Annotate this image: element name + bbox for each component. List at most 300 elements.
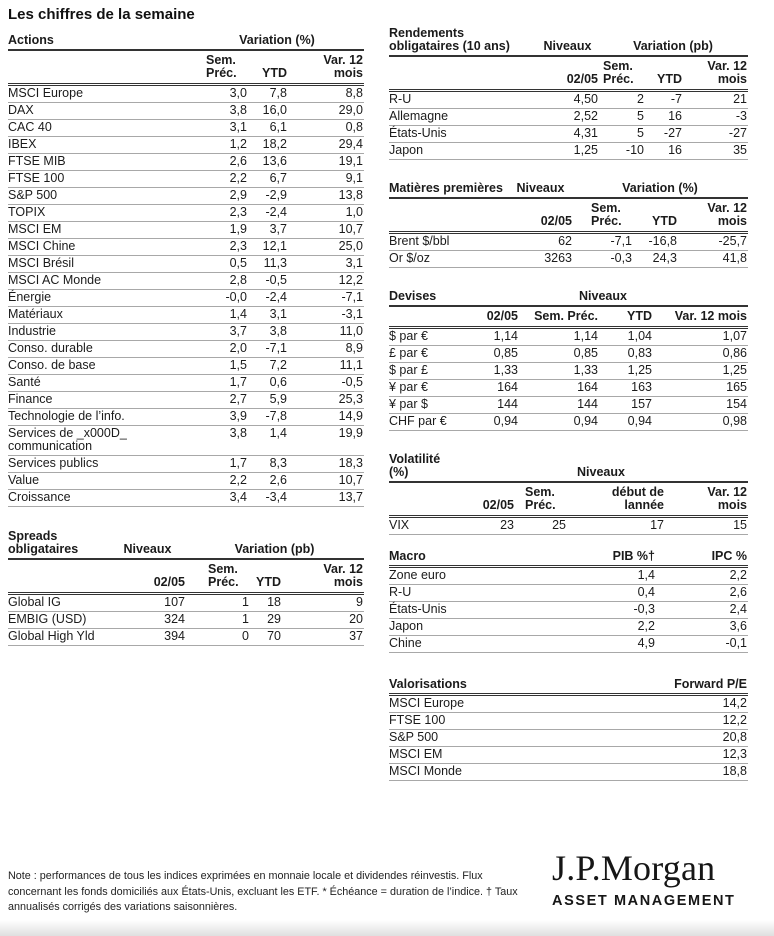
cell-value: 1,2 xyxy=(229,137,247,151)
table-row xyxy=(8,86,364,103)
devises-table xyxy=(389,289,748,431)
table-row xyxy=(8,239,364,256)
cell-value: -10 xyxy=(625,143,644,157)
cell-value: -27 xyxy=(728,126,747,140)
matieres-table xyxy=(389,181,748,268)
row-label: Allemagne xyxy=(389,109,449,123)
row-label: Brent $/bbl xyxy=(389,234,450,248)
cell-value: 1,25 xyxy=(573,143,598,157)
row-label: IBEX xyxy=(8,137,37,151)
group-header-variation: Variation (pb) xyxy=(234,542,315,556)
spacer xyxy=(389,511,455,513)
cell-value: 3,0 xyxy=(229,86,247,100)
table-row xyxy=(8,120,364,137)
cell-value: 29,4 xyxy=(338,137,363,151)
cell-value: 2,6 xyxy=(729,585,747,599)
cell-value: -2,4 xyxy=(265,205,287,219)
cell-value: 19,1 xyxy=(338,154,363,168)
row-label: Matériaux xyxy=(8,307,63,321)
cell-value: 15 xyxy=(733,518,747,532)
cell-value: 1,4 xyxy=(229,307,247,321)
row-label: Zone euro xyxy=(389,568,446,582)
cell-value: 3,9 xyxy=(229,409,247,423)
table-row xyxy=(389,346,748,363)
footer-note: Note : performances de tous les indices exprimées en monnaie locale et dividendes réinvestis. Flux concernant les fonds domiciliés aux États-Unis, excluant les ETF. * Échéance = duration de l’indice. † Taux annualisés corrigés des variations saisonnières. xyxy=(8,870,518,913)
cell-value: 19,9 xyxy=(338,426,363,440)
cell-value: 2,0 xyxy=(229,341,247,355)
row-label: S&P 500 xyxy=(8,188,58,202)
row-label: Services de _x000D_ communication xyxy=(8,426,127,453)
row-label: Global High Yld xyxy=(8,629,95,643)
spacer xyxy=(8,79,191,81)
row-label: FTSE 100 xyxy=(389,713,446,727)
table-row xyxy=(389,234,748,251)
cell-value: 0,5 xyxy=(229,256,247,270)
column-header: Sem. Préc. xyxy=(525,485,556,512)
table-row xyxy=(8,490,364,507)
column-header: début de lannée xyxy=(611,485,664,512)
cell-value: 62 xyxy=(558,234,572,248)
row-label: Conso. durable xyxy=(8,341,93,355)
logo-subtitle: ASSET MANAGEMENT xyxy=(552,893,736,909)
cell-value: 16 xyxy=(668,109,682,123)
cell-value: -0,3 xyxy=(610,251,632,265)
row-label: Or $/oz xyxy=(389,251,430,265)
column-header: YTD xyxy=(627,309,652,323)
group-header-variation: Variation (%) xyxy=(239,33,315,47)
cell-value: 0,85 xyxy=(573,346,598,360)
table-row xyxy=(8,595,364,612)
column-header: 02/05 xyxy=(540,214,572,228)
row-label: Services publics xyxy=(8,456,99,470)
cell-value: 1,7 xyxy=(229,375,247,389)
cell-value: 41,8 xyxy=(722,251,747,265)
row-label: MSCI Europe xyxy=(389,696,465,710)
spacer xyxy=(389,227,509,229)
table-row xyxy=(389,619,748,636)
row-label: MSCI AC Monde xyxy=(8,273,102,287)
cell-value: 12,1 xyxy=(262,239,287,253)
row-label: TOPIX xyxy=(8,205,46,219)
cell-value: 2,3 xyxy=(229,239,247,253)
cell-value: 25,3 xyxy=(338,392,363,406)
table-row xyxy=(8,341,364,358)
table-title: Matières premières xyxy=(389,181,503,195)
spacer xyxy=(389,85,537,87)
cell-value: 3,6 xyxy=(729,619,747,633)
cell-value: 165 xyxy=(726,380,747,394)
cell-value: 2,7 xyxy=(229,392,247,406)
cell-value: 1,5 xyxy=(229,358,247,372)
cell-value: 37 xyxy=(349,629,363,643)
cell-value: 163 xyxy=(631,380,652,394)
group-header-variation: Variation (%) xyxy=(622,181,698,195)
table-row xyxy=(8,307,364,324)
table-row xyxy=(8,205,364,222)
spreads-table xyxy=(8,529,364,646)
column-header: Var. 12 mois xyxy=(674,309,747,323)
cell-value: 3,8 xyxy=(269,324,287,338)
cell-value: 23 xyxy=(500,518,514,532)
cell-value: 2,2 xyxy=(229,171,247,185)
row-label: EMBIG (USD) xyxy=(8,612,87,626)
cell-value: 11,0 xyxy=(339,324,363,338)
table-row xyxy=(8,409,364,426)
cell-value: -0,1 xyxy=(725,636,747,650)
cell-value: -2,9 xyxy=(265,188,287,202)
row-label: MSCI EM xyxy=(8,222,62,236)
cell-value: 70 xyxy=(267,629,281,643)
cell-value: 2,4 xyxy=(729,602,747,616)
table-row xyxy=(8,426,364,456)
table-row xyxy=(389,251,748,268)
cell-value: -7 xyxy=(670,92,682,106)
table-row xyxy=(389,380,748,397)
table-row xyxy=(389,730,748,747)
cell-value: 1,04 xyxy=(627,329,652,343)
column-header: Sem. Préc. xyxy=(208,562,239,589)
cell-value: 0,94 xyxy=(493,414,518,428)
row-label: DAX xyxy=(8,103,34,117)
cell-value: -7,1 xyxy=(610,234,632,248)
cell-value: 21 xyxy=(733,92,747,106)
table-row xyxy=(389,397,748,414)
cell-value: 2,9 xyxy=(229,188,247,202)
group-header-niveaux: Niveaux xyxy=(579,289,627,303)
page-title: Les chiffres de la semaine xyxy=(8,6,195,23)
column-header: Var. 12 mois xyxy=(707,59,747,86)
table-row xyxy=(389,602,748,619)
cell-value: 1,25 xyxy=(627,363,652,377)
cell-value: 16 xyxy=(668,143,682,157)
column-header: 02/05 xyxy=(566,72,598,86)
row-label: États-Unis xyxy=(389,126,447,140)
cell-value: 2,52 xyxy=(573,109,598,123)
cell-value: 0,83 xyxy=(627,346,652,360)
table-row xyxy=(8,324,364,341)
cell-value: 324 xyxy=(164,612,185,626)
group-header-niveaux: Niveaux xyxy=(123,542,172,556)
cell-value: 164 xyxy=(577,380,598,394)
table-row xyxy=(389,363,748,380)
cell-value: 5,9 xyxy=(269,392,287,406)
spacer xyxy=(8,588,110,590)
cell-value: 3,7 xyxy=(229,324,247,338)
cell-value: -16,8 xyxy=(648,234,677,248)
column-header: IPC % xyxy=(711,549,747,563)
cell-value: 13,8 xyxy=(338,188,363,202)
cell-value: -0,0 xyxy=(225,290,247,304)
column-header: Sem. Préc. xyxy=(534,309,598,323)
table-row xyxy=(389,143,748,160)
cell-value: 9 xyxy=(356,595,363,609)
cell-value: 7,8 xyxy=(269,86,287,100)
row-label: MSCI EM xyxy=(389,747,443,761)
cell-value: 0,86 xyxy=(722,346,747,360)
table-title: Devises xyxy=(389,289,437,303)
cell-value: 29 xyxy=(267,612,281,626)
table-row xyxy=(8,137,364,154)
cell-value: 157 xyxy=(631,397,652,411)
cell-value: 10,7 xyxy=(338,222,363,236)
cell-value: -0,5 xyxy=(341,375,363,389)
bottom-shade xyxy=(0,920,774,936)
cell-value: 3,1 xyxy=(269,307,287,321)
cell-value: -3,1 xyxy=(341,307,363,321)
table-row xyxy=(389,518,748,535)
cell-value: 3,7 xyxy=(269,222,287,236)
cell-value: 12,3 xyxy=(722,747,747,761)
row-label: MSCI Europe xyxy=(8,86,84,100)
cell-value: 20 xyxy=(349,612,363,626)
cell-value: 3,4 xyxy=(229,490,247,504)
row-label: Japon xyxy=(389,143,424,157)
row-label: Industrie xyxy=(8,324,56,338)
row-label: $ par £ xyxy=(389,363,428,377)
cell-value: 2 xyxy=(637,92,644,106)
cell-value: 1,14 xyxy=(573,329,598,343)
cell-value: 0 xyxy=(242,629,249,643)
row-label: R-U xyxy=(389,585,412,599)
spacer xyxy=(389,322,459,324)
table-title: Rendements obligataires (10 ans) xyxy=(389,26,510,53)
table-row xyxy=(389,329,748,346)
cell-value: 8,8 xyxy=(345,86,363,100)
cell-value: 0,98 xyxy=(722,414,747,428)
cell-value: 1,4 xyxy=(637,568,655,582)
cell-value: 14,2 xyxy=(722,696,747,710)
cell-value: 1 xyxy=(242,612,249,626)
table-row xyxy=(389,585,748,602)
column-header: Var. 12 mois xyxy=(707,201,747,228)
table-row xyxy=(389,568,748,585)
actions-table xyxy=(8,33,364,507)
cell-value: 14,9 xyxy=(338,409,363,423)
cell-value: 4,50 xyxy=(573,92,598,106)
cell-value: 164 xyxy=(497,380,518,394)
column-header: PIB %† xyxy=(612,549,655,563)
row-label: $ par € xyxy=(389,329,428,343)
column-header: YTD xyxy=(262,66,287,80)
column-header: Sem. Préc. xyxy=(206,53,237,80)
cell-value: 25 xyxy=(552,518,566,532)
cell-value: -3,4 xyxy=(265,490,287,504)
row-label: Global IG xyxy=(8,595,61,609)
table-row xyxy=(8,188,364,205)
table-row xyxy=(389,747,748,764)
table-row xyxy=(8,154,364,171)
cell-value: 2,6 xyxy=(269,473,287,487)
jpmorgan-logo xyxy=(552,848,738,909)
cell-value: 20,8 xyxy=(722,730,747,744)
cell-value: -25,7 xyxy=(718,234,747,248)
cell-value: 144 xyxy=(497,397,518,411)
table-row xyxy=(389,764,748,781)
cell-value: 5 xyxy=(637,109,644,123)
cell-value: 3,1 xyxy=(345,256,363,270)
cell-value: 9,1 xyxy=(345,171,363,185)
cell-value: 394 xyxy=(164,629,185,643)
row-label: ¥ par $ xyxy=(389,397,428,411)
table-row xyxy=(389,109,748,126)
table-row xyxy=(8,612,364,629)
cell-value: 0,94 xyxy=(573,414,598,428)
row-label: FTSE MIB xyxy=(8,154,66,168)
table-row xyxy=(8,290,364,307)
group-header-niveaux: Niveaux xyxy=(577,465,625,479)
column-header: 02/05 xyxy=(486,309,518,323)
cell-value: 2,2 xyxy=(637,619,655,633)
table-title: Actions xyxy=(8,33,54,47)
row-label: Finance xyxy=(8,392,53,406)
cell-value: 18,3 xyxy=(338,456,363,470)
volatilite-table xyxy=(389,452,748,535)
cell-value: 1 xyxy=(242,595,249,609)
row-label: R-U xyxy=(389,92,412,106)
cell-value: 29,0 xyxy=(338,103,363,117)
column-header: Var. 12 mois xyxy=(707,485,747,512)
cell-value: 0,8 xyxy=(345,120,363,134)
cell-value: 2,3 xyxy=(229,205,247,219)
cell-value: 3,8 xyxy=(229,103,247,117)
row-label: FTSE 100 xyxy=(8,171,65,185)
table-row xyxy=(8,171,364,188)
cell-value: 1,25 xyxy=(722,363,747,377)
cell-value: -7,8 xyxy=(265,409,287,423)
cell-value: 13,6 xyxy=(262,154,287,168)
left-column xyxy=(8,33,364,646)
table-row xyxy=(8,222,364,239)
table-title: Spreads obligataires xyxy=(8,529,79,556)
cell-value: 144 xyxy=(577,397,598,411)
row-label: ¥ par € xyxy=(389,380,428,394)
cell-value: 18,8 xyxy=(722,764,747,778)
cell-value: 1,4 xyxy=(269,426,287,440)
cell-value: 1,33 xyxy=(493,363,518,377)
column-header: Var. 12 mois xyxy=(323,562,363,589)
cell-value: 13,7 xyxy=(338,490,363,504)
cell-value: 6,7 xyxy=(269,171,287,185)
column-header: YTD xyxy=(657,72,682,86)
cell-value: 10,7 xyxy=(338,473,363,487)
cell-value: 1,33 xyxy=(573,363,598,377)
row-label: MSCI Chine xyxy=(8,239,76,253)
cell-value: 18 xyxy=(267,595,281,609)
cell-value: 107 xyxy=(164,595,185,609)
cell-value: 12,2 xyxy=(338,273,363,287)
cell-value: 4,9 xyxy=(637,636,655,650)
cell-value: 6,1 xyxy=(269,120,287,134)
table-row xyxy=(8,103,364,120)
column-header: Forward P/E xyxy=(674,677,747,691)
cell-value: 1,07 xyxy=(722,329,747,343)
column-header: Var. 12 mois xyxy=(323,53,363,80)
cell-value: 35 xyxy=(733,143,747,157)
rendements-table xyxy=(389,26,748,160)
cell-value: 3263 xyxy=(544,251,572,265)
cell-value: 17 xyxy=(650,518,664,532)
cell-value: -0,3 xyxy=(633,602,655,616)
table-row xyxy=(389,126,748,143)
cell-value: 2,2 xyxy=(229,473,247,487)
group-header-niveaux: Niveaux xyxy=(543,39,592,53)
row-label: Énergie xyxy=(8,290,52,304)
row-label: CAC 40 xyxy=(8,120,52,134)
cell-value: -2,4 xyxy=(265,290,287,304)
cell-value: 2,8 xyxy=(229,273,247,287)
row-label: CHF par € xyxy=(389,414,447,428)
table-row xyxy=(389,696,748,713)
cell-value: 8,9 xyxy=(345,341,363,355)
cell-value: 18,2 xyxy=(262,137,287,151)
row-label: États-Unis xyxy=(389,602,447,616)
cell-value: 8,3 xyxy=(269,456,287,470)
cell-value: 154 xyxy=(726,397,747,411)
table-title: Valorisations xyxy=(389,677,467,691)
cell-value: 11,3 xyxy=(263,256,287,270)
cell-value: -27 xyxy=(663,126,682,140)
cell-value: -3 xyxy=(735,109,747,123)
column-header: YTD xyxy=(256,575,281,589)
table-row xyxy=(389,713,748,730)
row-label: VIX xyxy=(389,518,410,532)
cell-value: 0,4 xyxy=(637,585,655,599)
table-row xyxy=(8,273,364,290)
table-row xyxy=(8,256,364,273)
table-row xyxy=(389,414,748,431)
cell-value: 16,0 xyxy=(262,103,287,117)
row-label: Santé xyxy=(8,375,41,389)
cell-value: 5 xyxy=(637,126,644,140)
macro-table xyxy=(389,549,748,653)
column-header: 02/05 xyxy=(153,575,185,589)
table-row xyxy=(389,636,748,653)
cell-value: 1,7 xyxy=(229,456,247,470)
row-label: Japon xyxy=(389,619,424,633)
cell-value: -7,1 xyxy=(341,290,363,304)
cell-value: 4,31 xyxy=(573,126,598,140)
cell-value: -0,5 xyxy=(265,273,287,287)
table-title: Volatilité (%) xyxy=(389,452,441,479)
table-row xyxy=(389,92,748,109)
row-label: Value xyxy=(8,473,40,487)
row-label: Technologie de l’info. xyxy=(8,409,125,423)
cell-value: 12,2 xyxy=(722,713,747,727)
cell-value: 0,6 xyxy=(269,375,287,389)
column-header: YTD xyxy=(652,214,677,228)
cell-value: 7,2 xyxy=(269,358,287,372)
row-label: MSCI Brésil xyxy=(8,256,74,270)
table-row xyxy=(8,473,364,490)
row-label: £ par € xyxy=(389,346,428,360)
cell-value: 24,3 xyxy=(652,251,677,265)
column-header: Sem. Préc. xyxy=(603,59,634,86)
group-header-niveaux: Niveaux xyxy=(516,181,565,195)
table-row xyxy=(8,392,364,409)
table-title: Macro xyxy=(389,549,426,563)
column-header: Sem. Préc. xyxy=(591,201,622,228)
table-row xyxy=(8,629,364,646)
row-label: MSCI Monde xyxy=(389,764,462,778)
table-row xyxy=(8,456,364,473)
cell-value: 25,0 xyxy=(338,239,363,253)
cell-value: 1,9 xyxy=(229,222,247,236)
logo-brand: J.P.Morgan xyxy=(552,848,716,888)
cell-value: 0,94 xyxy=(627,414,652,428)
cell-value: -7,1 xyxy=(265,341,287,355)
row-label: S&P 500 xyxy=(389,730,439,744)
row-label: Conso. de base xyxy=(8,358,96,372)
